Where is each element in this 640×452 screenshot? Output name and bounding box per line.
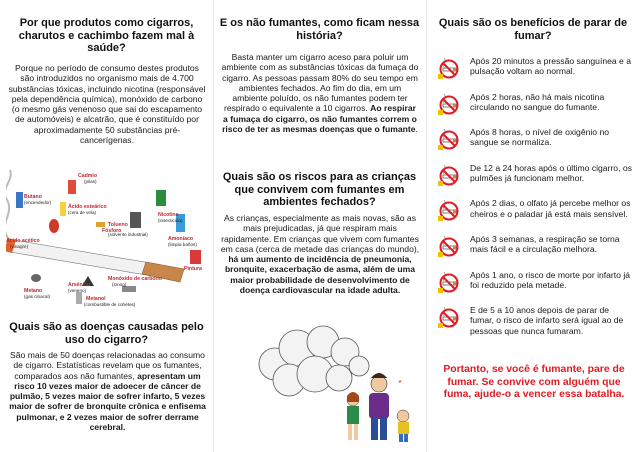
- battery-icon: [68, 180, 76, 194]
- svg-text:(veneno): (veneno): [68, 288, 87, 293]
- label-amoniaco: Amoníaco: [168, 236, 194, 242]
- heading-why-harmful: Por que produtos como cigarros, charutos e cachimbo fazem mal à saúde?: [18, 17, 195, 54]
- heading-benefits: Quais são os benefícios de parar de fumar?: [438, 17, 628, 42]
- label-arsenico: Arsénico: [68, 282, 91, 288]
- svg-text:(pilas): (pilas): [84, 179, 97, 184]
- label-cadmio: Cadmio: [78, 173, 98, 179]
- smoker-figure: [369, 373, 401, 440]
- benefit-item: [438, 234, 634, 260]
- paragraph-non-smokers: Basta manter um cigarro aceso para poluir um ambiente com as substâncias tóxicas da fumaça do cigarro. As pessoas passam 80% do seu tempo em ambientes fechados. Ao fim do dia, em um ambiente poluído, os não fumantes podem ter respirado o equivalente a 10 cigarros. Ao respirar a fumaça do cigarro, os não fumantes correm o risco de ter as mesmas doenças que o fumante.: [221, 52, 419, 135]
- panel-left: [0, 0, 213, 452]
- panel-right: [426, 0, 640, 452]
- no-smoking-icon: [438, 200, 460, 222]
- sewer-gas-icon: [31, 274, 41, 282]
- benefit-item: [438, 92, 634, 118]
- svg-text:(cera de vela): (cera de vela): [68, 210, 97, 215]
- no-smoking-icon: [438, 94, 460, 116]
- no-smoking-icon: [438, 58, 460, 80]
- benefit-item: [438, 270, 634, 296]
- rocket-fuel-icon: [76, 292, 82, 304]
- benefit-text: Após 2 horas, não há mais nicotina circulando no sangue do fumante.: [470, 91, 605, 112]
- closing-message: Portanto, se você é fumante, pare de fumar. Se convive com alguém que fuma, ajude-o a vencer essa batalha.: [443, 364, 625, 401]
- benefit-text: E de 5 a 10 anos depois de parar de fumar, o risco de infarto será igual ao de pessoas que nunca fumaram.: [470, 305, 624, 336]
- svg-text:(smog): (smog): [112, 282, 127, 287]
- svg-text:(combustible de cohetes): (combustible de cohetes): [84, 302, 136, 307]
- insecticide-icon: [156, 190, 166, 206]
- label-acido-estearico: Ácido esteárico: [68, 204, 107, 210]
- no-smoking-icon: [438, 307, 460, 329]
- no-smoking-icon: [438, 272, 460, 294]
- candle-icon: [60, 202, 66, 216]
- benefit-text: Após 8 horas, o nível de oxigênio no sangue se normaliza.: [470, 127, 610, 148]
- svg-text:(gas cloacal): (gas cloacal): [24, 294, 51, 299]
- benefit-text: Após 2 dias, o olfato já percebe melhor os cheiros e o paladar já está mais sensível.: [470, 198, 631, 219]
- label-butano: Butano: [24, 194, 42, 200]
- smoke-cloud: [259, 326, 369, 396]
- label-monoxido: Monóxido de carbono: [108, 276, 162, 282]
- heading-non-smokers: E os não fumantes, como ficam nessa história?: [219, 17, 420, 42]
- heading-children-risks: Quais são os riscos para as crianças que convivem com fumantes em ambientes fechados?: [222, 171, 417, 208]
- svg-text:(encendedor): (encendedor): [24, 200, 52, 205]
- vinegar-icon: [49, 219, 59, 233]
- paint-can-icon: [190, 250, 201, 264]
- child-figure: [397, 410, 409, 442]
- svg-text:(vinagre): (vinagre): [10, 244, 29, 249]
- paragraph-diseases: São mais de 50 doenças relacionadas ao consumo de cigarro. Estatísticas revelam que os fumantes, comparados aos não fumantes, apresentam um risco 10 vezes maior de adoecer de câncer de pulmão, 5 vezes maior de sofrer infarto, 5 vezes maior de sofrer de bronquite crônica e enfisema pulmonar, e 2 vezes maior de sofrer derrame cerebral.: [9, 350, 206, 433]
- benefits-list: [438, 56, 634, 341]
- lighter-icon: [16, 192, 23, 208]
- label-nicotina: Nicotina: [158, 212, 179, 218]
- benefit-text: Após 1 ano, o risco de morte por infarto já foi reduzido pela metade.: [470, 269, 631, 290]
- woman-figure: [347, 392, 359, 440]
- label-fosforo: Fósforo: [102, 228, 122, 234]
- benefit-item: [438, 305, 634, 336]
- cigarette-substances-illustration: [6, 168, 208, 308]
- paragraph-children-risks: As crianças, especialmente as mais novas, são as mais prejudicadas, já que respiram mais rapidamente. Em crianças que vivem com fumantes em casa (cerca de metade das crianças do mundo), há um aumento de incidência de pneumonia, bronquite, exacerbação de asma, além de uma maior probabilidade de desenvolvimento de doença cardiovascular na idade adulta.: [220, 213, 420, 296]
- benefit-item: [438, 56, 634, 82]
- svg-text:(insecticida): (insecticida): [158, 218, 183, 223]
- label-metanol: Metanol: [86, 296, 106, 302]
- svg-text:(limpia baños): (limpia baños): [168, 242, 197, 247]
- label-tolueno: Tolueno: [108, 222, 128, 228]
- no-smoking-icon: [438, 165, 460, 187]
- benefit-text: De 12 a 24 horas após o último cigarro, os pulmões já funcionam melhor.: [470, 162, 632, 184]
- label-acido-acetico: Ácido acético: [6, 238, 40, 244]
- paragraph-why-harmful: Porque no período de consumo destes produtos são introduzidos no organismo mais de 4.700 substâncias tóxicas, incluindo nicotina (responsável pela dependência química), monóxido de carbono (o mesmo gás venenoso que sai do escapamento de automóveis) e alcatrão, que é constituído por aproximadamente 50 substâncias pré-cancerígenas.: [8, 63, 206, 146]
- benefit-text: Após 3 semanas, a respiração se torna mais fácil e a circulação melhora.: [470, 233, 620, 255]
- benefit-item: [438, 127, 634, 153]
- benefit-text: Após 20 minutos a pressão sanguínea e a pulsação voltam ao normal.: [470, 56, 632, 77]
- heading-diseases: Quais são as doenças causadas pelo uso do cigarro?: [9, 321, 204, 346]
- benefit-item: [438, 163, 634, 189]
- no-smoking-icon: [438, 236, 460, 258]
- no-smoking-icon: [438, 129, 460, 151]
- label-metano: Metano: [24, 288, 43, 294]
- match-icon: [96, 222, 105, 227]
- benefit-item: [438, 198, 634, 224]
- smoking-family-illustration: [253, 318, 423, 446]
- solvent-can-icon: [130, 212, 141, 228]
- cigarette-graphic: [6, 170, 184, 282]
- svg-text:(solvente industrial): (solvente industrial): [108, 232, 148, 237]
- panel-middle: [213, 0, 426, 452]
- label-pintura: Pintura: [184, 266, 202, 272]
